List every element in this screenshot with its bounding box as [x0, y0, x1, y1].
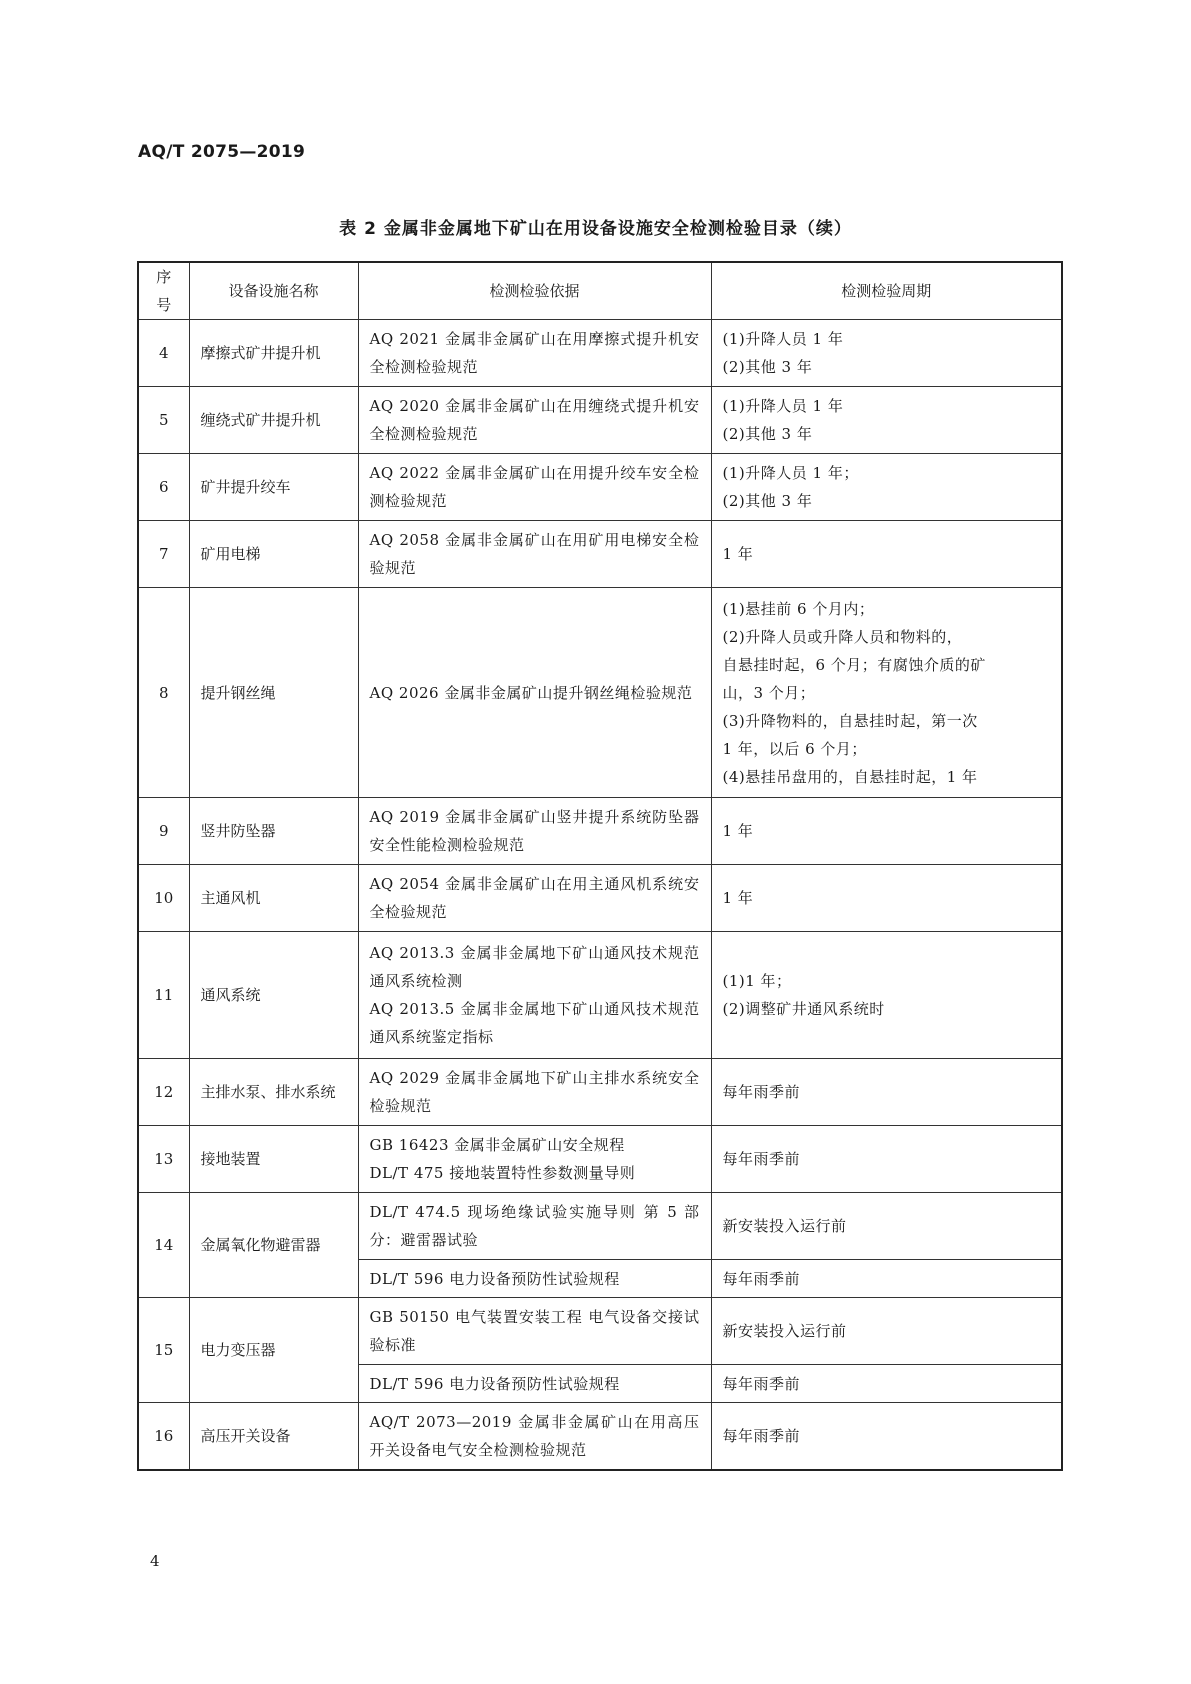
- header-name: 设备设施名称: [189, 262, 358, 320]
- header-cycle: 检测检验周期: [711, 262, 1062, 320]
- row-cycle: [711, 521, 1062, 588]
- cycle-line: (2)升降人员或升降人员和物料的，: [722, 627, 963, 646]
- table-title: 表 2 金属非金属地下矿山在用设备设施安全检测检验目录（续）: [339, 219, 852, 239]
- row-basis: AQ 2026 金属非金属矿山提升钢丝绳检验规范: [358, 588, 711, 798]
- cycle-line: 每年雨季前: [722, 1426, 801, 1445]
- table-row: [138, 798, 1062, 865]
- row-basis: [358, 932, 711, 1059]
- row-no: 14: [138, 1193, 189, 1298]
- cycle-line: (2)其他 3 年: [722, 492, 813, 510]
- row-no: 7: [138, 521, 189, 588]
- row-name: 电力变压器: [189, 1298, 358, 1403]
- cycle-line: (3)升降物料的，自悬挂时起，第一次: [722, 711, 978, 730]
- row-basis: [358, 1126, 711, 1193]
- row-no: 5: [138, 387, 189, 454]
- row-no: 16: [138, 1403, 189, 1470]
- page-number: 4: [150, 1552, 160, 1570]
- row-basis: AQ 2022 金属非金属矿山在用提升绞车安全检测检验规范: [358, 454, 711, 521]
- table-row: [138, 454, 1062, 521]
- row-cycle: [711, 1059, 1062, 1126]
- row-name: 提升钢丝绳: [189, 588, 358, 798]
- row-name: 通风系统: [189, 932, 358, 1059]
- cycle-line: 自悬挂时起，6 个月；有腐蚀介质的矿: [722, 655, 986, 674]
- basis-line: AQ 2013.5 金属非金属地下矿山通风技术规范 通风系统鉴定指标: [369, 1000, 700, 1046]
- table-row: [138, 932, 1062, 1059]
- table-row: [138, 1403, 1062, 1470]
- row-basis: DL/T 596 电力设备预防性试验规程: [358, 1260, 711, 1298]
- row-cycle: [711, 454, 1062, 521]
- row-basis: AQ 2058 金属非金属矿山在用矿用电梯安全检验规范: [358, 521, 711, 588]
- row-cycle: 每年雨季前: [711, 1365, 1062, 1403]
- row-basis: DL/T 474.5 现场绝缘试验实施导则 第 5 部分：避雷器试验: [358, 1193, 711, 1260]
- row-cycle: [711, 1126, 1062, 1193]
- inspection-table: [137, 261, 1063, 1471]
- table-row: [138, 1059, 1062, 1126]
- row-cycle: 新安装投入运行前: [711, 1193, 1062, 1260]
- table-row: [138, 1126, 1062, 1193]
- cycle-line: (2)其他 3 年: [722, 358, 813, 376]
- table-row: [138, 320, 1062, 387]
- header-basis: 检测检验依据: [358, 262, 711, 320]
- cycle-line: (1)升降人员 1 年: [722, 330, 844, 348]
- row-name: 主排水泵、排水系统: [189, 1059, 358, 1126]
- row-no: 13: [138, 1126, 189, 1193]
- row-no: 12: [138, 1059, 189, 1126]
- row-cycle: [711, 1403, 1062, 1470]
- table-header-row: [138, 262, 1062, 320]
- row-name: 矿用电梯: [189, 521, 358, 588]
- row-basis: AQ/T 2073—2019 金属非金属矿山在用高压开关设备电气安全检测检验规范: [358, 1403, 711, 1470]
- row-cycle: [711, 387, 1062, 454]
- header-no: 序号: [138, 262, 189, 320]
- cycle-line: (1)悬挂前 6 个月内；: [722, 599, 875, 618]
- basis-line: AQ 2013.3 金属非金属地下矿山通风技术规范 通风系统检测: [369, 944, 700, 990]
- basis-line: DL/T 475 接地装置特性参数测量导则: [369, 1164, 636, 1182]
- cycle-line: 1 年: [722, 822, 754, 840]
- row-no: 11: [138, 932, 189, 1059]
- row-basis: AQ 2020 金属非金属矿山在用缠绕式提升机安全检测检验规范: [358, 387, 711, 454]
- row-name: 竖井防坠器: [189, 798, 358, 865]
- cycle-line: (2)其他 3 年: [722, 425, 813, 443]
- row-cycle: [711, 798, 1062, 865]
- cycle-line: 山，3 个月；: [722, 683, 816, 702]
- row-no: 6: [138, 454, 189, 521]
- cycle-line: 每年雨季前: [722, 1083, 801, 1101]
- row-basis: DL/T 596 电力设备预防性试验规程: [358, 1365, 711, 1403]
- row-cycle: 每年雨季前: [711, 1260, 1062, 1298]
- row-name: 缠绕式矿井提升机: [189, 387, 358, 454]
- cycle-line: (1)1 年；: [722, 972, 792, 990]
- table-row: [138, 1193, 1062, 1260]
- row-basis: AQ 2021 金属非金属矿山在用摩擦式提升机安全检测检验规范: [358, 320, 711, 387]
- row-basis: AQ 2029 金属非金属地下矿山主排水系统安全检验规范: [358, 1059, 711, 1126]
- row-name: 高压开关设备: [189, 1403, 358, 1470]
- row-cycle: [711, 932, 1062, 1059]
- row-no: 4: [138, 320, 189, 387]
- row-no: 9: [138, 798, 189, 865]
- row-cycle: [711, 865, 1062, 932]
- cycle-line: 1 年，以后 6 个月；: [722, 739, 867, 758]
- row-name: 接地装置: [189, 1126, 358, 1193]
- cycle-line: 每年雨季前: [722, 1150, 801, 1168]
- row-no: 8: [138, 588, 189, 798]
- row-cycle: [711, 588, 1062, 798]
- row-no: 15: [138, 1298, 189, 1403]
- cycle-line: 1 年: [722, 889, 754, 907]
- table-row: [138, 1298, 1062, 1365]
- row-cycle: [711, 320, 1062, 387]
- row-name: 摩擦式矿井提升机: [189, 320, 358, 387]
- cycle-line: 1 年: [722, 545, 754, 563]
- row-cycle: 新安装投入运行前: [711, 1298, 1062, 1365]
- row-basis: AQ 2019 金属非金属矿山竖井提升系统防坠器安全性能检测检验规范: [358, 798, 711, 865]
- row-basis: AQ 2054 金属非金属矿山在用主通风机系统安全检验规范: [358, 865, 711, 932]
- table-row: [138, 387, 1062, 454]
- table-row: [138, 521, 1062, 588]
- cycle-line: (1)升降人员 1 年: [722, 397, 844, 415]
- row-name: 金属氧化物避雷器: [189, 1193, 358, 1298]
- row-no: 10: [138, 865, 189, 932]
- document-code: AQ/T 2075—2019: [138, 142, 306, 162]
- table-row: [138, 865, 1062, 932]
- cycle-line: (2)调整矿井通风系统时: [722, 1000, 885, 1018]
- row-name: 矿井提升绞车: [189, 454, 358, 521]
- row-name: 主通风机: [189, 865, 358, 932]
- row-basis: GB 50150 电气装置安装工程 电气设备交接试验标准: [358, 1298, 711, 1365]
- basis-line: GB 16423 金属非金属矿山安全规程: [369, 1136, 625, 1154]
- cycle-line: (1)升降人员 1 年；: [722, 464, 859, 482]
- cycle-line: (4)悬挂吊盘用的，自悬挂时起，1 年: [722, 767, 978, 786]
- table-row: [138, 588, 1062, 798]
